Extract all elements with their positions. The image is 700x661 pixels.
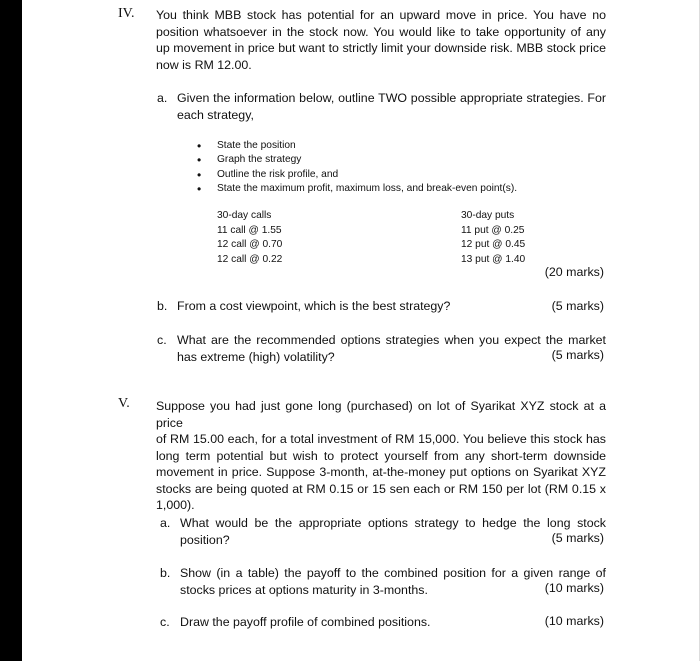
puts-column	[461, 209, 525, 267]
q5a-marks: (5 marks)	[551, 531, 604, 545]
q5b-marks: (10 marks)	[544, 581, 604, 595]
q5c-text: Draw the payoff profile of combined positions.	[180, 615, 431, 629]
intro-line: You think MBB stock has potential for an upward move in price. You have no	[156, 8, 606, 22]
intro-line: stocks are being quoted at RM 0.15 or 15 sen each or RM 150 per lot (RM 0.15 x	[156, 481, 606, 496]
calls-header: 30-day calls	[217, 210, 272, 221]
intro-line: Suppose you had just gone long (purchased) on lot of Syarikat XYZ stock at a price	[156, 399, 606, 430]
intro-line: up movement in price but want to strictly limit your downside risk. MBB stock price	[156, 41, 606, 55]
bullet-item: • State the position	[197, 139, 517, 153]
q4a-bullet-list	[197, 139, 517, 196]
intro-line: long term potential but wish to protect yourself from any short-term downside	[156, 448, 606, 463]
q5a-line: What would be the appropriate options strategy to hedge the long stock	[180, 516, 606, 530]
question-iv-intro	[156, 7, 606, 73]
left-edge-bar	[0, 0, 22, 661]
puts-row: 13 put @ 1.40	[461, 253, 526, 265]
puts-row: 11 put @ 0.25	[461, 224, 525, 236]
q4a-letter: a.	[157, 91, 168, 105]
calls-row: 12 call @ 0.70	[217, 239, 283, 250]
intro-line: now is RM 12.00.	[156, 57, 252, 72]
intro-line: of RM 15.00 each, for a total investment of RM 15,000. You believe this stock has	[156, 432, 606, 446]
q5b-text	[180, 565, 606, 598]
calls-row: 11 call @ 1.55	[217, 224, 282, 236]
bullet-item: • State the maximum profit, maximum loss, and break-even point(s).	[197, 182, 517, 196]
q5c-marks: (10 marks)	[544, 614, 604, 628]
intro-line: 1,000).	[156, 498, 195, 512]
q5a-letter: a.	[160, 516, 171, 530]
q4b-letter: b.	[157, 299, 168, 313]
q5a-text	[180, 515, 606, 548]
q4c-line: What are the recommended options strategies when you expect the market	[177, 333, 606, 347]
calls-column	[217, 209, 282, 267]
question-iv-numeral: IV.	[118, 6, 135, 21]
intro-line: movement in price. Suppose 3-month, at-the-money put options on Syarikat XYZ	[156, 465, 606, 479]
question-v-intro	[156, 398, 606, 514]
q5c-letter: c.	[160, 615, 170, 629]
q5b-letter: b.	[160, 566, 171, 580]
q4a-line: each strategy,	[177, 107, 254, 122]
puts-header: 30-day puts	[461, 210, 515, 221]
q4b-marks: (5 marks)	[551, 299, 604, 313]
bullet-item: • Outline the risk profile, and	[197, 168, 517, 182]
q4c-line: has extreme (high) volatility?	[177, 349, 335, 364]
q4b-text: From a cost viewpoint, which is the best strategy?	[177, 299, 451, 313]
q4c-marks: (5 marks)	[551, 348, 604, 362]
question-v-numeral: V.	[118, 396, 130, 411]
q4a-line: Given the information below, outline TWO possible appropriate strategies. For	[177, 91, 606, 105]
puts-row: 12 put @ 0.45	[461, 239, 526, 250]
q4a-text	[177, 90, 606, 123]
q5b-line: stocks prices at options maturity in 3-months.	[180, 582, 428, 597]
bullet-item: • Graph the strategy	[197, 153, 517, 167]
q4c-text	[177, 332, 606, 365]
q5b-line: Show (in a table) the payoff to the combined position for a given range of	[180, 566, 606, 580]
q4a-marks: (20 marks)	[544, 265, 604, 279]
q5a-line: position?	[180, 532, 230, 547]
intro-line: position whatsoever in the stock now. You would like to take opportunity of any	[156, 24, 606, 39]
calls-row: 12 call @ 0.22	[217, 253, 283, 265]
q4c-letter: c.	[157, 333, 167, 347]
